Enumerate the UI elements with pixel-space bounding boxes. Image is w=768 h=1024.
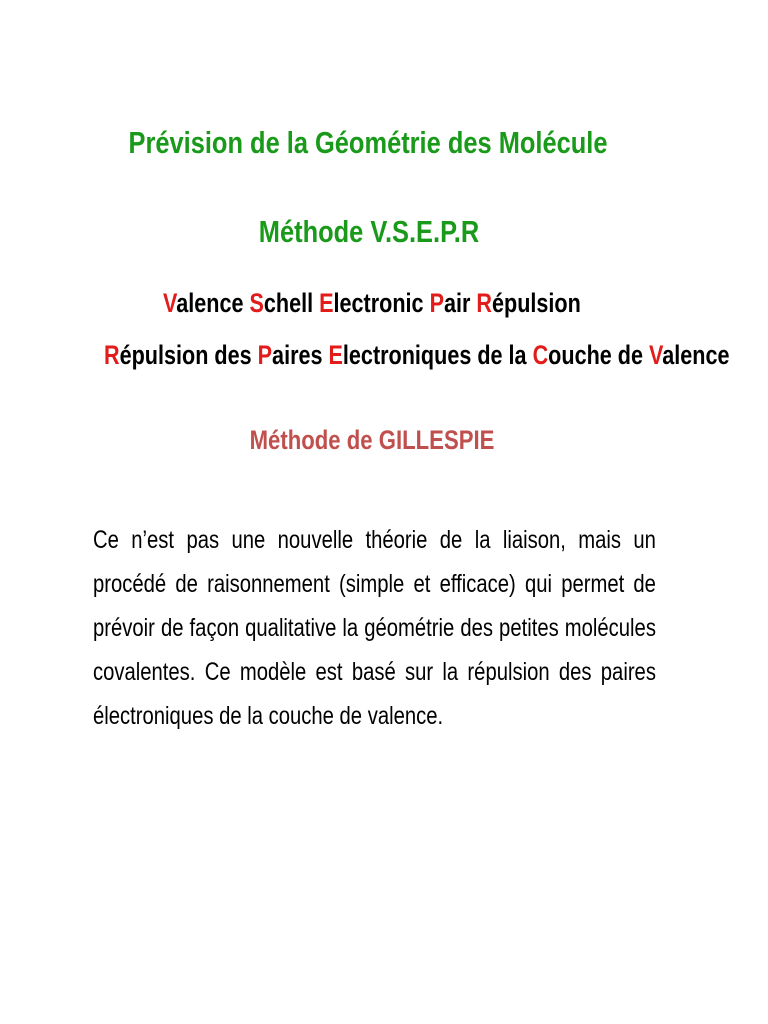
acronym-letter: E [328,340,343,370]
acronym-word-part: épulsion des [119,340,258,370]
acronym-letter: R [476,288,492,318]
acronym-word-part: ouche de [548,340,649,370]
acronym-letter: V [163,288,177,318]
method-title: Méthode V.S.E.P.R [258,214,480,249]
french-acronym-expansion [104,340,729,371]
acronym-word-part: chell [263,288,320,318]
acronym-letter: S [249,288,264,318]
description-paragraph: Ce n’est pas une nouvelle théorie de la liaison, mais un procédé de raisonnement (simple et efficace) qui permet de prévoir de façon qualitative la géométrie des petites molécules covalentes. Ce modèle est basé sur la répulsion des paires électroniques de la couche de valence. [93,526,656,730]
acronym-word-part: alence [176,288,250,318]
acronym-letter: V [649,340,663,370]
acronym-letter: E [319,288,334,318]
acronym-word-part: alence [662,340,730,370]
acronym-letter: R [104,340,120,370]
acronym-letter: P [257,340,273,370]
method-subtitle: Méthode de GILLESPIE [249,425,495,455]
acronym-word-part: aires [272,340,329,370]
acronym-letter: P [429,288,444,318]
acronym-letter: C [532,340,549,370]
acronym-word-part: lectroniques de la [342,340,533,370]
english-acronym-expansion [163,288,581,319]
acronym-word-part: air [443,288,477,318]
acronym-word-part: épulsion [492,288,581,318]
acronym-word-part: lectronic [333,288,430,318]
slide-title: Prévision de la Géométrie des Molécule [128,125,608,160]
